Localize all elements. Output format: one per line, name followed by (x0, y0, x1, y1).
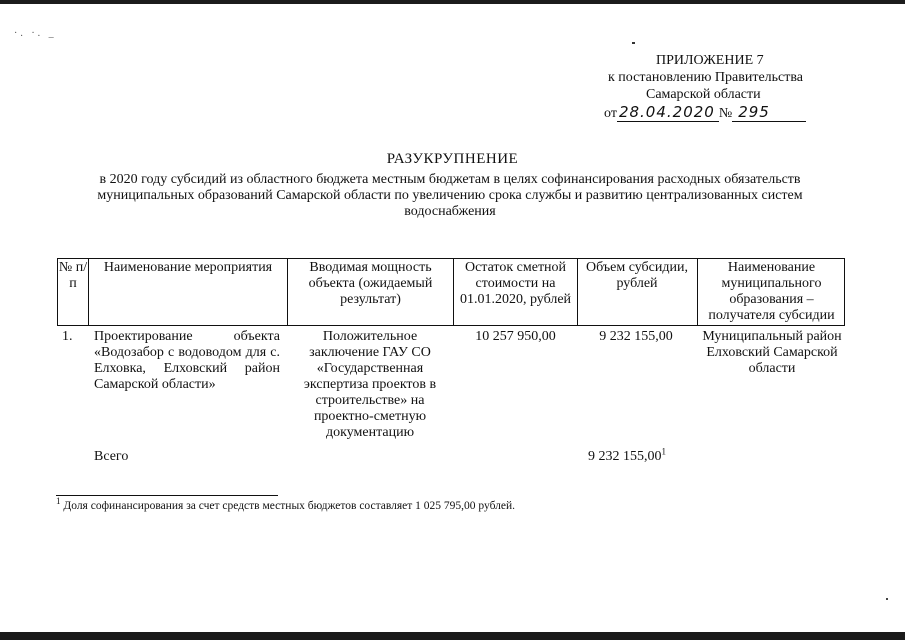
table-rule-header (57, 325, 845, 326)
table-rule-v (577, 258, 578, 325)
row-num: 1. (62, 329, 73, 344)
row-recipient: Муниципальный район Елховский Самарской области (702, 329, 842, 376)
table-rule-v (844, 258, 845, 325)
scan-edge-top (0, 0, 905, 4)
footnote-rule (56, 495, 278, 496)
scan-specks: ·. ·. _ (14, 28, 57, 39)
handwritten-date: 28.04.2020 (617, 103, 719, 122)
table-rule-top (57, 258, 845, 259)
scan-speck (886, 598, 888, 600)
row-capacity: Положительное заключение ГАУ СО «Государственная экспертиза проектов в строительстве» на проектно-сметную документацию (303, 329, 437, 440)
appendix-title: ПРИЛОЖЕНИЕ 7 (656, 53, 764, 68)
number-label: № (718, 106, 733, 121)
document-title: РАЗУКРУПНЕНИЕ (386, 151, 519, 167)
header-capacity: Вводимая мощность объекта (ожидаемый результат) (308, 260, 433, 307)
scan-speck (632, 42, 635, 44)
table-rule-v (88, 258, 89, 325)
table-rule-v (697, 258, 698, 325)
row-event-name: Проектирование объекта «Водозабор с водоводом для с. Елховка, Елховский район Самарской области» (94, 329, 280, 392)
table-rule-v (287, 258, 288, 325)
total-amount: 9 232 155,00 (588, 449, 662, 464)
header-recipient: Наименование муниципального образования – получателя субсидии (708, 260, 835, 323)
appendix-resolution: к постановлению Правительства (608, 70, 804, 85)
row-subsidy: 9 232 155,00 (599, 329, 673, 344)
footnote-text: Доля софинансирования за счет средств местных бюджетов составляет 1 025 795,00 рублей. (60, 500, 516, 512)
appendix-date-number (604, 104, 806, 122)
from-label: от (604, 106, 617, 121)
footnote (56, 496, 516, 512)
total-footnote-mark: 1 (661, 446, 666, 457)
header-num: № п/п (58, 260, 88, 291)
table-rule-v (453, 258, 454, 325)
appendix-region: Самарской области (646, 87, 761, 102)
header-subsidy: Объем субсидии, рублей (586, 260, 688, 291)
document-subtitle: в 2020 году субсидий из областного бюджета местным бюджетам в целях софинансирования расходных обязательств муниципальных образований Самарской области по увеличению срока службы и развитию централизованных систем водоснабжения (97, 172, 803, 219)
row-remaining-cost: 10 257 950,00 (475, 329, 556, 344)
header-event-name: Наименование мероприятия (103, 260, 273, 275)
footnote-mark: 1 (56, 496, 61, 507)
total-label: Всего (94, 449, 129, 464)
handwritten-number: 295 (732, 103, 806, 122)
scan-edge-bottom (0, 632, 905, 640)
header-remaining-cost: Остаток сметной стоимости на 01.01.2020, рублей (459, 260, 572, 307)
total-value (588, 446, 666, 465)
